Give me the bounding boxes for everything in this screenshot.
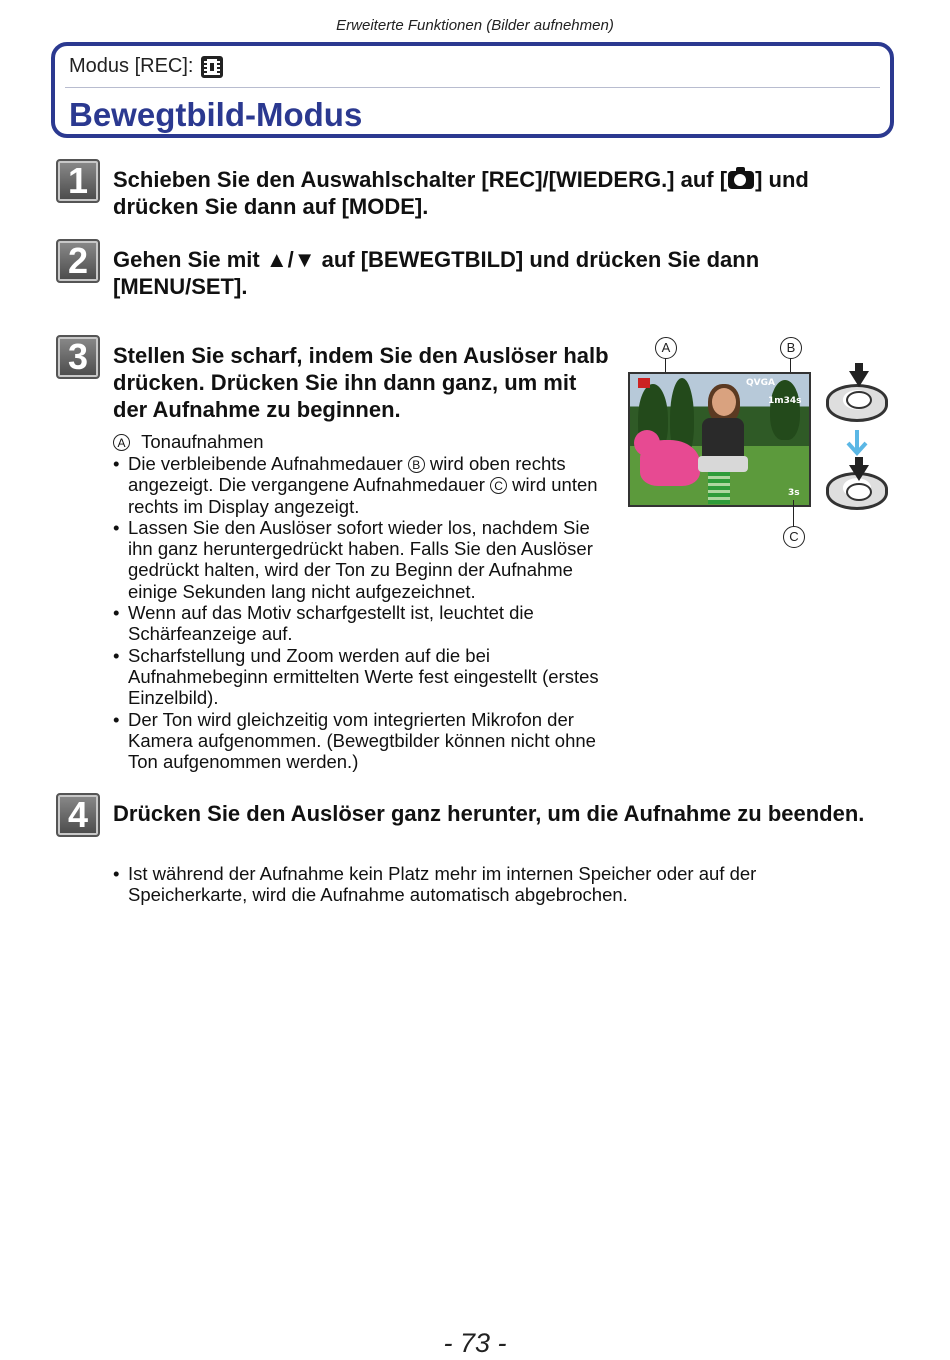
bullet-text: wird unten rechts im Display angezeigt.: [128, 474, 598, 517]
running-head: Erweiterte Funktionen (Bilder aufnehmen): [336, 17, 614, 34]
bullet-text: Die verbleibende Aufnahmedauer: [128, 453, 408, 474]
mark-c: C: [490, 477, 507, 494]
osd-elapsed: 3s: [788, 488, 800, 498]
title-box: [51, 42, 894, 138]
film-icon: [201, 56, 223, 78]
step-1-number: 1: [56, 159, 100, 203]
rocking-horse-head: [634, 430, 660, 456]
girl-face: [712, 388, 736, 416]
spring: [708, 472, 730, 504]
mark-b: B: [408, 456, 425, 473]
diagram-label-c: C: [783, 526, 805, 548]
step-1-text: [113, 166, 893, 220]
tree: [770, 380, 800, 440]
press-arrow: [849, 371, 869, 387]
rec-mode-icon: [638, 378, 650, 388]
camera-icon: [728, 171, 754, 189]
step-4-text: Drücken Sie den Auslöser ganz herunter, um die Aufnahme zu beenden.: [113, 801, 865, 826]
shutter-half-press-icon: [826, 384, 888, 422]
shutter-button: [846, 483, 872, 501]
step-4-bullets: [113, 863, 853, 906]
press-arrow: [849, 465, 869, 481]
list-item: • Lassen Sie den Auslöser sofort wieder los, nachdem Sie ihn ganz heruntergedrückt haben. Falls Sie den Auslöser gedrückt halten, wird der Ton zu Beginn der Aufnahme einige Sekunden lang nicht aufgezeichnet.: [113, 517, 613, 602]
list-item: • Der Ton wird gleichzeitig vom integrierten Mikrofon der Kamera aufgenommen. (Bewegtbilder können nicht ohne Ton aufgenommen werden.): [113, 709, 613, 773]
list-item: • Wenn auf das Motiv scharfgestellt ist, leuchtet die Schärfeanzeige auf.: [113, 602, 613, 645]
step-1-text-part1: Schieben Sie den Auswahlschalter [REC]/[WIEDERG.] auf [: [113, 167, 728, 192]
legend-a-text: Tonaufnahmen: [141, 431, 264, 452]
list-item: • Ist während der Aufnahme kein Platz mehr im internen Speicher oder auf der Speicherkarte, wird die Aufnahme automatisch abgebrochen.: [113, 863, 853, 906]
mode-line: [69, 55, 223, 78]
page-title: Bewegtbild-Modus: [69, 96, 363, 133]
list-item: • Scharfstellung und Zoom werden auf die bei Aufnahmebeginn ermittelten Werte fest eingestellt (erstes Einzelbild).: [113, 645, 613, 709]
camera-display-photo: [628, 372, 811, 507]
osd-quality: QVGA: [746, 378, 775, 388]
step-3-number: 3: [56, 335, 100, 379]
girl-skirt: [698, 456, 748, 472]
bullet-text: wird oben rechts angezeigt. Die vergangene Aufnahmedauer: [128, 453, 566, 496]
shutter-full-press-icon: [826, 472, 888, 510]
osd-remaining: 1m34s: [768, 396, 802, 406]
list-item: [113, 453, 613, 517]
diagram-label-a: A: [655, 337, 677, 359]
step-3-bullets: [113, 453, 613, 772]
arrow-down-icon: [846, 430, 868, 456]
title-divider: [65, 87, 880, 88]
step-4-number: 4: [56, 793, 100, 837]
callout-c-line: [793, 500, 794, 528]
step-1-text-part2: ] und drücken Sie dann auf [MODE].: [113, 167, 809, 219]
step-2-number: 2: [56, 239, 100, 283]
legend-a-mark: A: [113, 434, 130, 451]
step-3-text: Stellen Sie scharf, indem Sie den Auslöser halb drücken. Drücken Sie ihn dann ganz, um mit der Aufnahme zu beginnen.: [113, 343, 609, 422]
step-2-text: Gehen Sie mit ▲/▼ auf [BEWEGTBILD] und drücken Sie dann [MENU/SET].: [113, 247, 760, 299]
diagram-label-b: B: [780, 337, 802, 359]
page-number: - 73 -: [443, 1328, 507, 1358]
mode-label: Modus [REC]:: [69, 55, 194, 77]
shutter-button: [846, 391, 872, 409]
legend-a: [113, 431, 264, 453]
